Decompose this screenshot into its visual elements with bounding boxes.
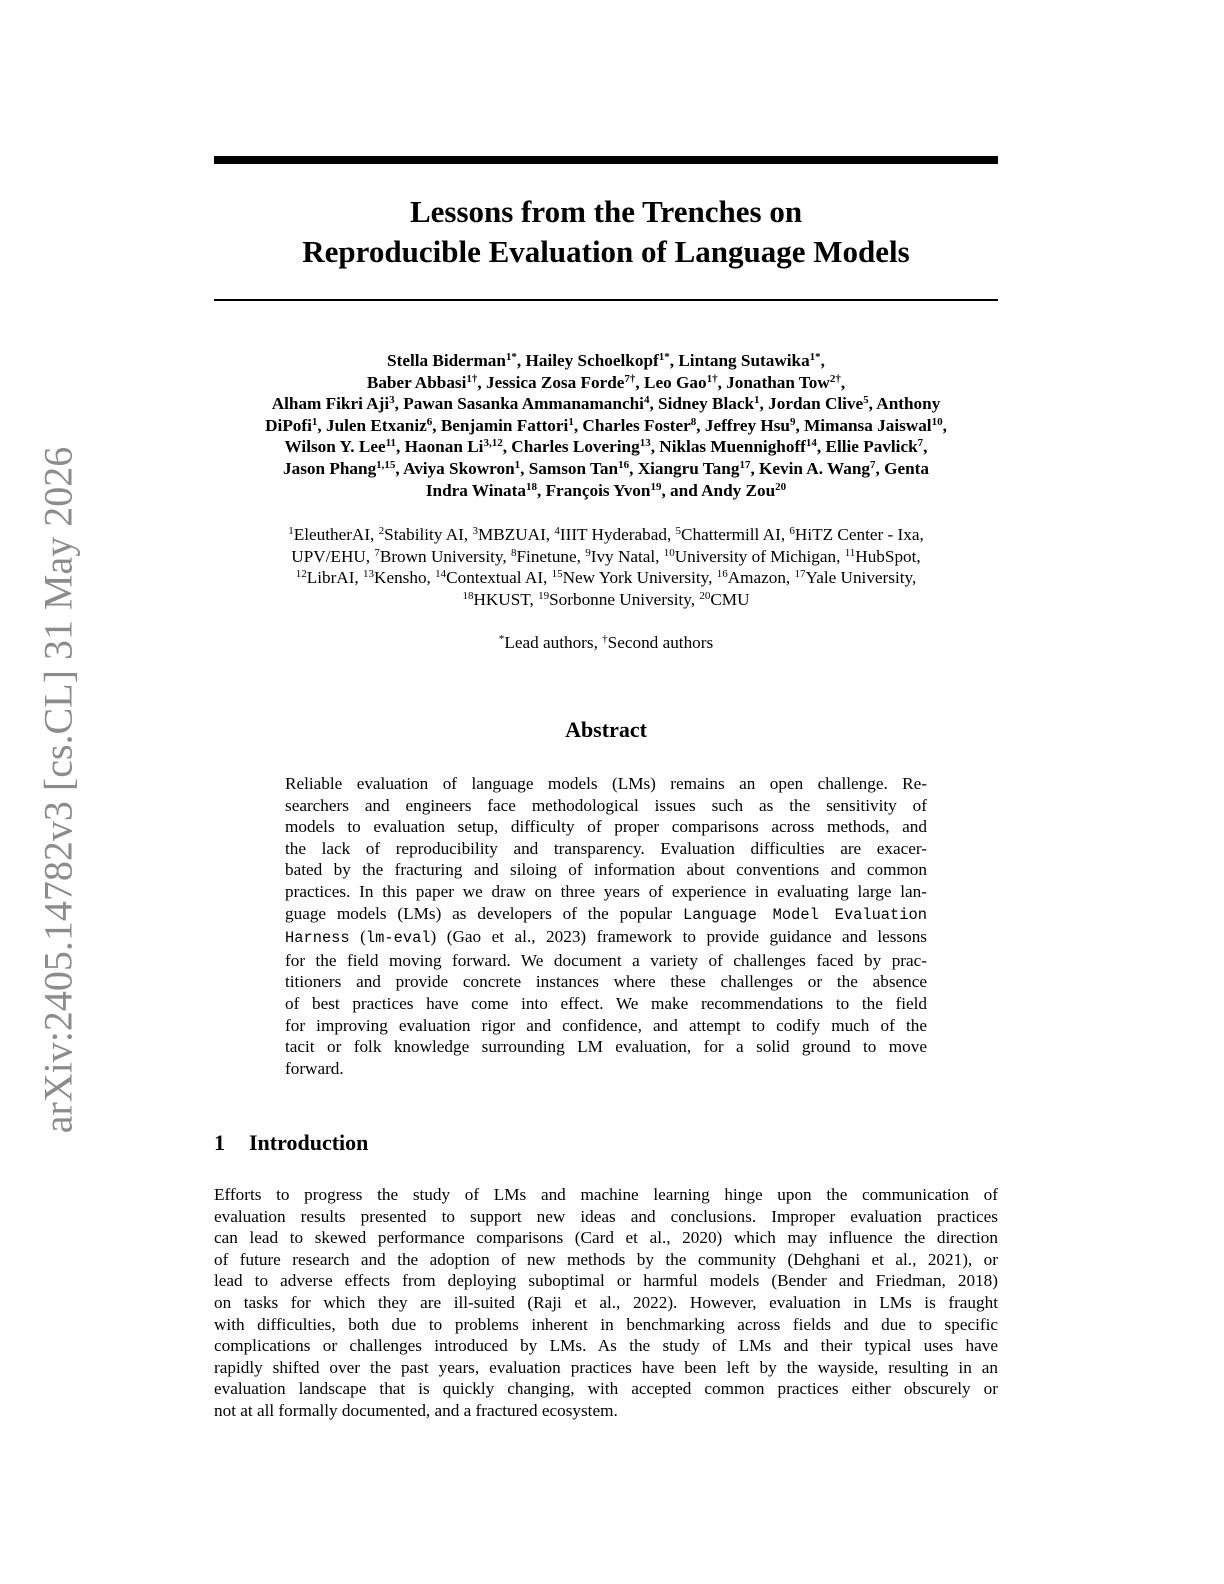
author-line (205, 480, 1007, 502)
author-name: , Haonan Li (396, 437, 484, 457)
affiliation-mark: 6 (426, 415, 433, 428)
affiliation-number: 10 (663, 546, 675, 559)
abstract-line: for improving evaluation rigor and confidence, and attempt to codify much of the (285, 1015, 927, 1035)
author-name: , Samson Tan (520, 458, 619, 478)
author-name: Indra Winata (425, 480, 526, 500)
author-name: Jason Phang (283, 458, 377, 478)
affiliation-number: 7 (374, 546, 380, 559)
abstract-line: of best practices have come into effect. We make recommendations to the field (285, 993, 927, 1013)
affiliation-number: 5 (675, 525, 682, 537)
affiliation-number: 14 (435, 568, 447, 581)
paragraph-line: on tasks for which they are ill-suited (Raji et al., 2022). However, evaluation in LMs is fraught (214, 1292, 998, 1312)
affiliation-mark: 13 (639, 437, 651, 450)
affiliation-mark: 16 (618, 458, 630, 471)
affiliation-mark: 8 (690, 415, 697, 428)
affiliation-mark: 5 (863, 394, 869, 407)
author-name: , Aviya Skowron (395, 458, 515, 478)
author-name: , Lintang Sutawika (669, 351, 810, 370)
affiliation-name: HKUST, (473, 589, 539, 609)
affiliation-mark: 7† (624, 372, 636, 385)
affiliation-mark: 1† (466, 372, 478, 385)
affiliation-list (214, 524, 998, 610)
arxiv-side-identifier (28, 440, 88, 1140)
author-line (205, 415, 1007, 437)
affiliation-mark: 3,12 (483, 437, 503, 450)
affiliation-mark: 1 (514, 458, 521, 471)
affiliation-number: 9 (585, 546, 591, 559)
second-author-mark: † (602, 633, 608, 645)
title-line-2: Reproducible Evaluation of Language Models (302, 234, 910, 269)
section-title: Introduction (249, 1130, 369, 1155)
paragraph-line: evaluation landscape that is quickly changing, with accepted common practices either obscurely or (214, 1379, 998, 1399)
author-line (205, 458, 1007, 480)
affiliation-mark: 7 (870, 458, 876, 471)
affiliation-name: HubSpot, (855, 546, 921, 566)
lead-author-text: Lead authors, (504, 633, 603, 652)
title-rule-bottom (214, 299, 998, 301)
affiliation-name: Finetune, (516, 546, 586, 566)
abstract-line: the lack of reproducibility and transparency. Evaluation difficulties are exacer- (285, 838, 927, 858)
affiliation-number: 4 (554, 525, 560, 537)
affiliation-name: CMU (710, 589, 750, 609)
affiliation-mark: 7 (917, 437, 924, 450)
author-name: , Julen Etxaniz (317, 415, 427, 435)
affiliation-name: University of Michigan, (674, 546, 845, 566)
affiliation-mark: 20 (775, 480, 787, 493)
author-name: DiPofi (265, 415, 312, 435)
affiliation-line (214, 546, 998, 568)
title-line-1: Lessons from the Trenches on (409, 194, 803, 229)
paragraph-line: Efforts to progress the study of LMs and machine learning hinge upon the communication of (214, 1185, 998, 1204)
affiliation-name: Stability AI, (384, 525, 473, 544)
author-separator: , (840, 372, 846, 392)
arxiv-identifier-text: arXiv:2405.14782v3 [cs.CL] 31 May 2026 (35, 446, 81, 1134)
affiliation-mark: 1* (505, 351, 517, 363)
affiliation-mark: 4 (643, 394, 650, 407)
affiliation-number: 6 (789, 525, 795, 537)
affiliation-mark: 1† (706, 372, 718, 385)
author-name: , Kevin A. Wang (750, 458, 870, 478)
author-name: , Charles Lovering (502, 437, 640, 457)
author-line (205, 436, 1007, 458)
author-separator: , (820, 351, 825, 370)
abstract-line: practices. In this paper we draw on three years of experience in evaluating large lan- (285, 881, 927, 901)
title-rule-top (214, 156, 998, 164)
affiliation-line (214, 589, 998, 611)
affiliation-mark: 1 (311, 415, 318, 428)
affiliation-name: Amazon, (727, 568, 795, 588)
affiliation-number: 15 (551, 568, 563, 581)
affiliation-name: HiTZ Center - Ixa, (794, 525, 924, 544)
software-name: Harness (285, 929, 350, 948)
abstract-line: searchers and engineers face methodological issues such as the sensitivity of (285, 795, 927, 815)
abstract-text: guage models (LMs) as developers of the popular (285, 903, 683, 923)
abstract-line (285, 903, 927, 927)
abstract-text: ) (Gao et al., 2023) framework to provide guidance and lessons (430, 927, 927, 947)
abstract-line: forward. (285, 1058, 344, 1078)
software-name: Language Model Evaluation (682, 905, 927, 924)
abstract-body (285, 773, 927, 1079)
author-name: , Anthony (868, 394, 941, 414)
paragraph-line: not at all formally documented, and a fractured ecosystem. (214, 1400, 618, 1420)
affiliation-mark: 1* (809, 351, 821, 363)
author-line (205, 372, 1007, 394)
affiliation-name: Kensho, (374, 568, 436, 588)
author-name: , Niklas Muennighoff (650, 437, 806, 457)
author-name: , Jordan Clive (759, 394, 864, 414)
author-name: , and Andy Zou (661, 480, 776, 500)
affiliation-number: 11 (844, 546, 856, 559)
affiliation-name: UPV/EHU, (291, 546, 375, 566)
affiliation-mark: 3 (389, 394, 395, 407)
paragraph-line: lead to adverse effects from deploying suboptimal or harmful models (Bender and Friedman, 2018) (214, 1271, 998, 1291)
affiliation-mark: 14 (805, 437, 817, 450)
affiliation-number: 18 (462, 589, 474, 602)
affiliation-mark: 1,15 (376, 458, 396, 471)
affiliation-number: 20 (699, 589, 711, 602)
section-number: 1 (214, 1130, 225, 1155)
author-name: , Charles Foster (573, 415, 691, 435)
abstract-line (285, 926, 927, 950)
second-author-text: Second authors (607, 633, 714, 652)
author-name: , Pawan Sasanka Ammanamanchi (394, 394, 644, 414)
paragraph-line: rapidly shifted over the past years, evaluation practices have been left by the wayside, resulting in an (214, 1357, 998, 1377)
author-name: Wilson Y. Lee (284, 437, 386, 457)
software-short-name: lm-eval (365, 929, 431, 948)
paragraph-line: of future research and the adoption of new methods by the community (Dehghani et al., 2021), or (214, 1249, 998, 1269)
affiliation-number: 1 (288, 525, 294, 537)
author-name: , Jonathan Tow (717, 372, 830, 392)
affiliation-mark: 1 (754, 394, 760, 407)
affiliation-mark: 2† (829, 372, 841, 385)
paragraph-line: evaluation results presented to support new ideas and conclusions. Improper evaluation practices (214, 1206, 998, 1226)
introduction-paragraph (214, 1184, 998, 1422)
author-role-note (214, 632, 998, 654)
author-line (205, 350, 1007, 372)
affiliation-line (214, 567, 998, 589)
affiliation-number: 16 (716, 568, 728, 581)
abstract-heading: Abstract (565, 717, 647, 742)
abstract-line: tacit or folk knowledge surrounding LM evaluation, for a solid ground to move (285, 1037, 927, 1057)
author-name: , Leo Gao (635, 372, 707, 392)
affiliation-mark: 18 (525, 480, 537, 493)
affiliation-line (214, 524, 998, 546)
author-separator: , (942, 415, 947, 435)
affiliation-name: Chattermill AI, (681, 525, 790, 544)
paragraph-line: complications or challenges introduced by LMs. As the study of LMs and their typical uses have (214, 1336, 998, 1356)
affiliation-number: 12 (295, 568, 307, 581)
affiliation-name: Ivy Natal, (590, 546, 664, 566)
affiliation-mark: 1 (568, 415, 574, 428)
paragraph-line: can lead to skewed performance comparisons (Card et al., 2020) which may influence the direction (214, 1228, 998, 1248)
author-name: , François Yvon (536, 480, 651, 500)
author-list (205, 350, 1007, 501)
author-separator: , (923, 437, 928, 457)
abstract-line: titioners and provide concrete instances where these challenges or the absence (285, 972, 927, 992)
abstract-line: bated by the fracturing and siloing of information about conventions and common (285, 860, 927, 880)
affiliation-number: 2 (378, 525, 385, 537)
affiliation-mark: 17 (739, 458, 751, 471)
affiliation-name: New York University, (562, 568, 717, 588)
paper-title (214, 192, 998, 272)
affiliation-mark: 9 (789, 415, 796, 428)
author-name: , Sidney Black (649, 394, 755, 414)
author-name: , Mimansa Jaiswal (795, 415, 932, 435)
author-name: , Xiangru Tang (629, 458, 740, 478)
abstract-line: for the field moving forward. We document a variety of challenges faced by prac- (285, 950, 927, 970)
author-name: , Jessica Zosa Forde (477, 372, 625, 392)
affiliation-name: Contextual AI, (446, 568, 552, 588)
author-name: Alham Fikri Aji (271, 394, 390, 414)
affiliation-mark: 1* (658, 351, 670, 363)
author-name: , Jeffrey Hsu (696, 415, 790, 435)
abstract-text: ( (349, 927, 366, 947)
author-name: , Ellie Pavlick (816, 437, 918, 457)
affiliation-number: 19 (538, 589, 550, 602)
section-heading-introduction (214, 1129, 998, 1157)
author-name: , Genta (875, 458, 929, 478)
author-name: Stella Biderman (387, 351, 506, 370)
affiliation-name: Sorbonne University, (549, 589, 700, 609)
author-name: Baber Abbasi (366, 372, 467, 392)
affiliation-mark: 11 (385, 437, 397, 450)
affiliation-mark: 19 (650, 480, 662, 493)
paragraph-line: with difficulties, both due to problems inherent in benchmarking across fields and due to specific (214, 1314, 998, 1334)
affiliation-name: IIIT Hyderabad, (559, 525, 676, 544)
affiliation-name: Yale University, (805, 568, 917, 588)
affiliation-name: Brown University, (379, 546, 511, 566)
author-name: , Hailey Schoelkopf (516, 351, 659, 370)
lead-author-mark: * (498, 633, 505, 645)
author-line (205, 393, 1007, 415)
affiliation-name: LibrAI, (306, 568, 364, 588)
affiliation-number: 8 (510, 546, 517, 559)
affiliation-number: 17 (794, 568, 806, 581)
affiliation-name: EleutherAI, (293, 525, 379, 544)
author-name: , Benjamin Fattori (432, 415, 569, 435)
abstract-line: models to evaluation setup, difficulty of proper comparisons across methods, and (285, 817, 927, 837)
affiliation-number: 13 (363, 568, 375, 581)
affiliation-mark: 10 (931, 415, 943, 428)
affiliation-name: MBZUAI, (478, 525, 555, 544)
abstract-line: Reliable evaluation of language models (LMs) remains an open challenge. Re- (285, 774, 927, 793)
affiliation-number: 3 (472, 525, 478, 537)
